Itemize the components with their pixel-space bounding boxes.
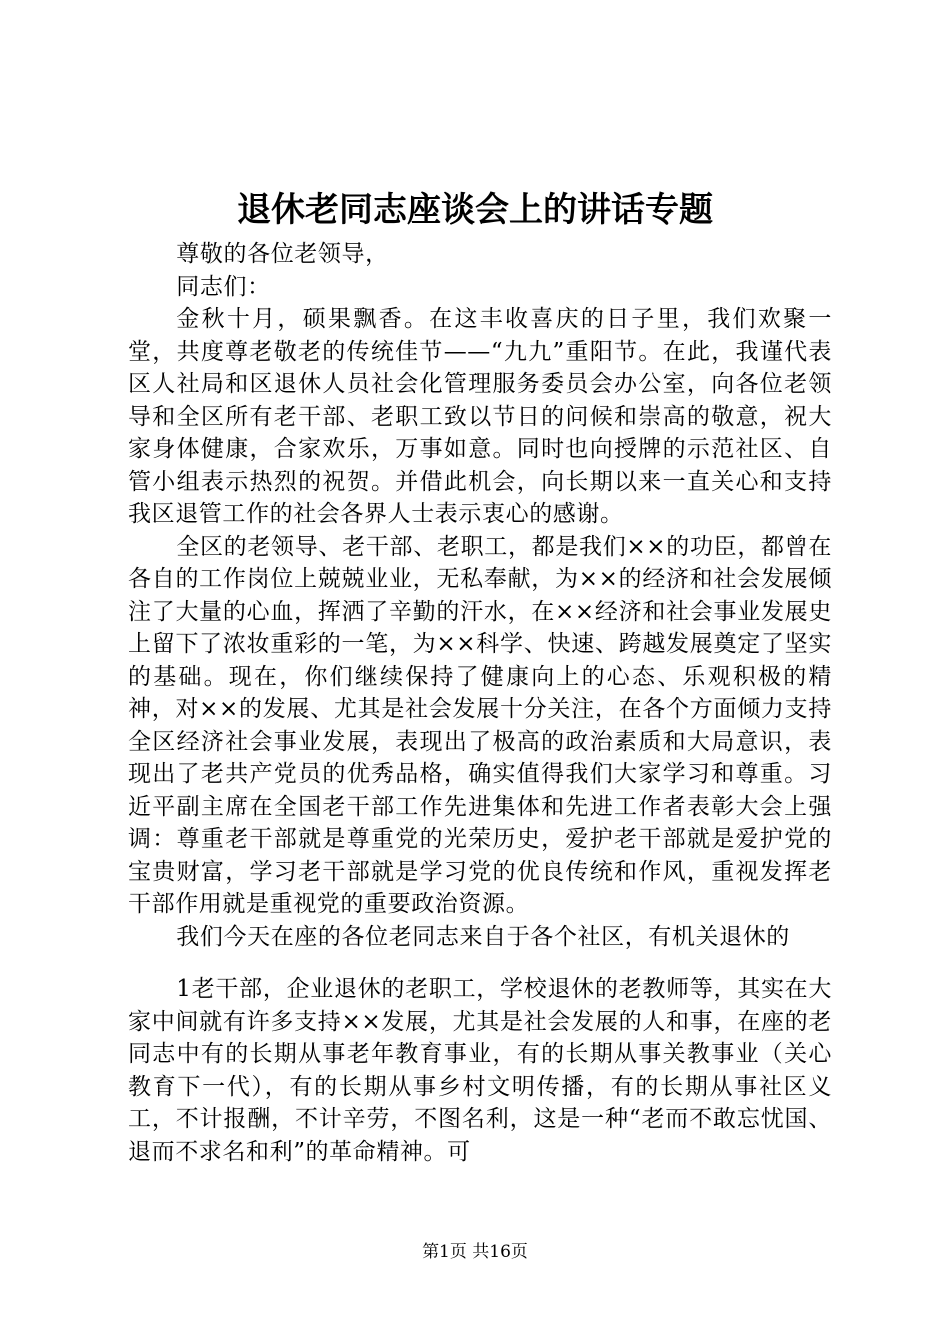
paragraph-1: 金秋十月，硕果飘香。在这丰收喜庆的日子里，我们欢聚一堂，共度尊老敬老的传统佳节——“九九”重阳节。在此，我谨代表区人社局和区退休人员社会化管理服务委员会办公室，向各位老领导和全区所有老干部、老职工致以节日的问候和崇高的敬意，祝大家身体健康，合家欢乐，万事如意。同时也向授牌的示范社区、自管小组表示热烈的祝贺。并借此机会，向长期以来一直关心和支持我区退管工作的社会各界人士表示衷心的感谢。 (128, 306, 832, 527)
paragraph-2: 全区的老领导、老干部、老职工，都是我们××的功臣，都曾在各自的工作岗位上兢兢业业，无私奉献，为××的经济和社会发展倾注了大量的心血，挥洒了辛勤的汗水，在××经济和社会事业发展史上留下了浓妆重彩的一笔，为××科学、快速、跨越发展奠定了坚实的基础。现在，你们继续保持了健康向上的心态、乐观积极的精神，对××的发展、尤其是社会发展十分关注，在各个方面倾力支持全区经济社会事业发展，表现出了极高的政治素质和大局意识，表现出了老共产党员的优秀品格，确实值得我们大家学习和尊重。习近平副主席在全国老干部工作先进集体和先进工作者表彰大会上强调：尊重老干部就是尊重党的光荣历史，爱护老干部就是爱护党的宝贵财富，学习老干部就是学习党的优良传统和作风，重视发挥老干部作用就是重视党的重要政治资源。 (128, 533, 832, 917)
document-title: 退休老同志座谈会上的讲话专题 (237, 190, 713, 230)
paragraph-3: 我们今天在座的各位老同志来自于各个社区，有机关退休的 (176, 923, 790, 950)
page-number-footer: 第1页 共16页 (422, 1242, 528, 1262)
document-body (128, 238, 832, 1168)
salutation-comrades: 同志们： (176, 273, 271, 300)
paragraph-4: 1老干部，企业退休的老职工，学校退休的老教师等，其实在大家中间就有许多支持××发展，尤其是社会发展的人和事，在座的老同志中有的长期从事老年教育事业，有的长期从事关教事业（关心教育下一代），有的长期从事乡村文明传播，有的长期从事社区义工，不计报酬，不计辛劳，不图名利，这是一种“老而不敢忘忧国、退而不求名和利”的革命精神。可 (128, 976, 832, 1165)
salutation-leaders: 尊敬的各位老领导， (176, 241, 389, 267)
